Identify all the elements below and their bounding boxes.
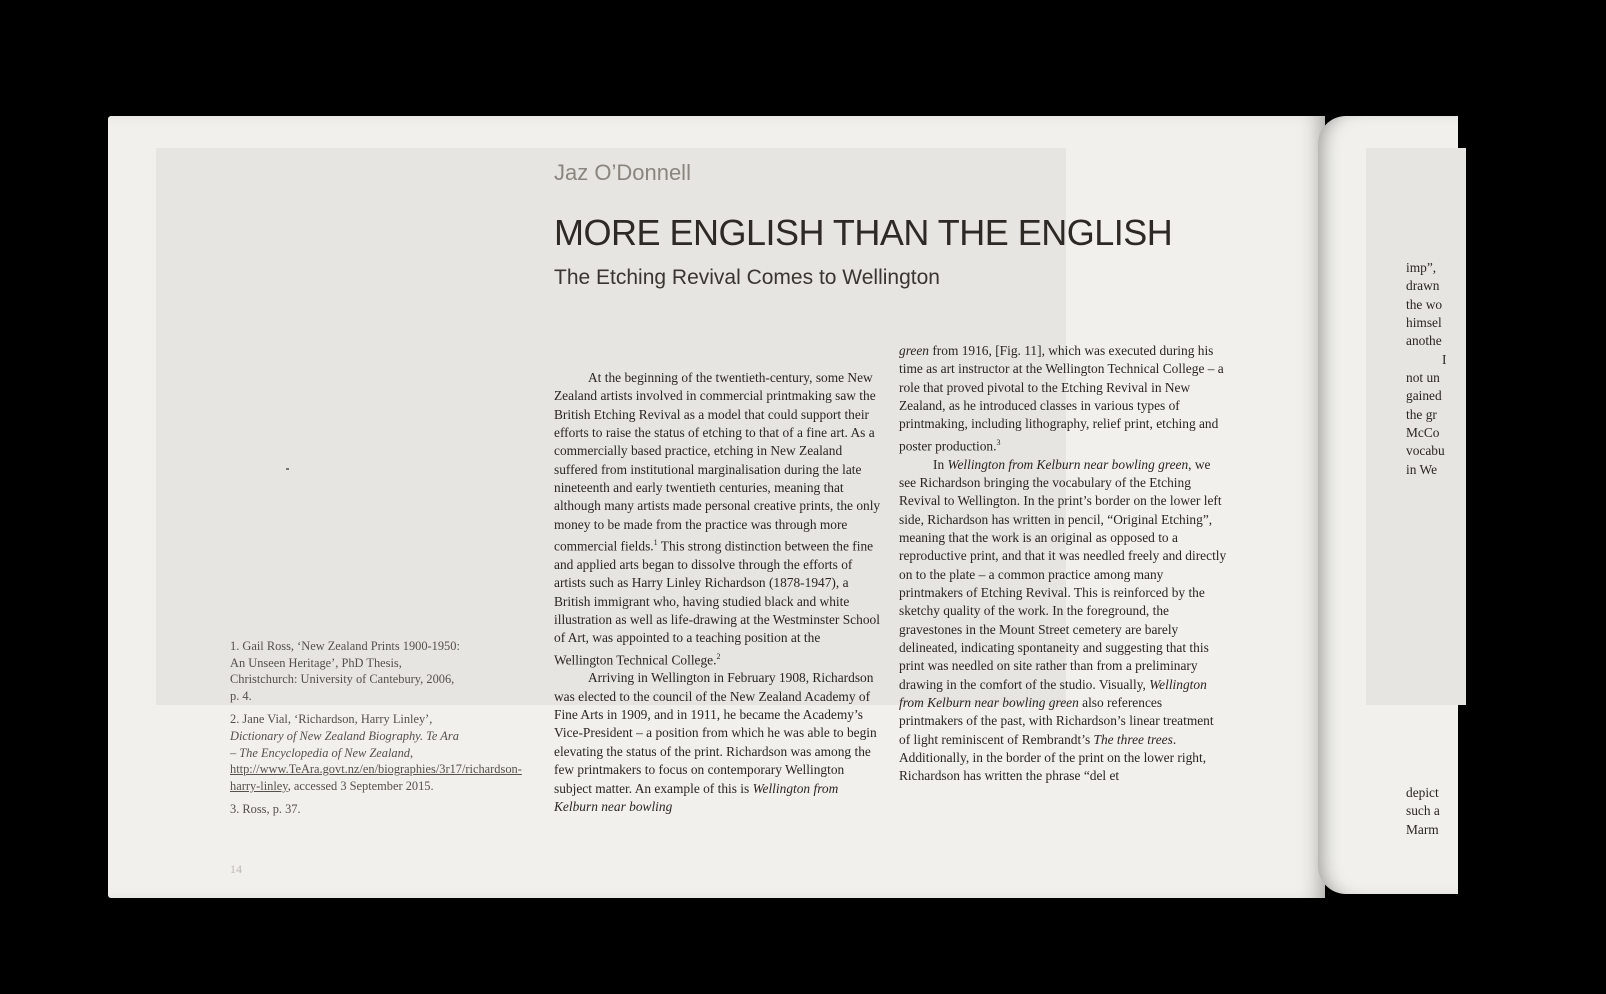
text-line: Marm (1406, 821, 1439, 837)
left-page (108, 116, 1325, 898)
text-line: vocabu (1406, 443, 1445, 459)
text-line: anothe (1406, 333, 1442, 349)
author-name: Jaz O’Donnell (554, 160, 691, 185)
footnotes (230, 638, 522, 825)
paragraph: In Wellington from Kelburn near bowling green, we see Richardson bringing the vocabulary of the Etching Revival to Wellington. In the print’s border on the lower left side, Richardson has written in pencil, “Original Etching”, meaning that the work is an original as opposed to a reproductive print, and that it was needled freely and directly on to the plate – a common practice among many printmakers of Etching Revival. This is reinforced by the sketchy quality of the work. In the foreground, the gravestones in the Mount Street cemetery are barely delineated, indicating spontaneity and suggesting that this print was needled on site rather than from a preliminary drawing in the comfort of the studio. Visually, Wellington from Kelburn near bowling green also references printmakers of the past, with Richardson’s linear treatment of light reminiscent of Rembrandt’s The three trees. Additionally, in the border of the print on the lower right, Richardson has written the phrase “del et (899, 456, 1227, 784)
text-line: gained (1406, 388, 1442, 404)
article-subtitle: The Etching Revival Comes to Wellington (554, 266, 940, 289)
text-line: such a (1406, 803, 1440, 819)
footnote-3: 3. Ross, p. 37. (230, 802, 301, 817)
speck (286, 468, 289, 470)
text-line: not un (1406, 370, 1440, 386)
paragraph: At the beginning of the twentieth-century, some New Zealand artists involved in commercial printmaking saw the British Etching Revival as a model that could support their efforts to raise the status of etching to that of a fine art. As a commercially based practice, etching in New Zealand suffered from institutional marginalisation during the late nineteenth and early twentieth centuries, meaning that although many artists made personal creative prints, the only money to be made from the practice was through more commercial fields.$^1$ This strong distinction between the fine and applied arts began to dissolve through the efforts of artists such as Harry Linley Richardson (1878-1947), a British immigrant who, having studied black and white illustration as well as life-drawing at the Westminster School of Art, was appointed to a teaching position at the Wellington Technical College.$^2$ (554, 370, 881, 668)
text-line: McCo (1406, 425, 1440, 441)
body-column-2 (899, 342, 1227, 786)
paragraph: Arriving in Wellington in February 1908, Richardson was elected to the council of the New Zealand Academy of Fine Arts in 1909, and in 1911, he became the Academy’s Vice-President – a position from which he was able to begin elevating the status of the print. Richardson was among the few printmakers to focus on contemporary Wellington subject matter. An example of this is Wellington from Kelburn near bowling (554, 670, 877, 814)
text-line: the wo (1406, 296, 1443, 312)
text-line: in We (1406, 461, 1438, 477)
article-title: MORE ENGLISH THAN THE ENGLISH (554, 212, 1173, 253)
text-line: the gr (1406, 406, 1437, 422)
footnote-2: 2. Jane Vial, ‘Richardson, Harry Linley’, Dictionary of New Zealand Biography. Te Ara – The Encyclopedia of New Zealand, http://www.TeAra.govt.nz/en/biographies/3r17/richardson-harry-linley, accessed 3 September 2015. (230, 712, 522, 793)
right-page-text (1406, 259, 1606, 839)
text-line: himsel (1406, 315, 1442, 331)
body-column-1 (554, 369, 882, 816)
text-line: depict (1406, 785, 1439, 801)
page-number: 14 (230, 862, 242, 876)
text-line: imp”, (1406, 260, 1437, 275)
right-page (1318, 116, 1458, 894)
paragraph: green from 1916, [Fig. 11], which was executed during his time as art instructor at the Wellington Technical College – a role that proved pivotal to the Etching Revival in New Zealand, as he introduced classes in various types of printmaking, including lithography, relief print, etching and poster production.$^3$ (899, 343, 1224, 454)
footnote-link[interactable]: http://www.TeAra.govt.nz/en/biographies/3r17/richardson-harry-linley (230, 762, 522, 793)
footnote-1: 1. Gail Ross, ‘New Zealand Prints 1900-1950: An Unseen Heritage’, PhD Thesis, Christchurch: University of Cantebury, 2006, p. 4. (230, 639, 460, 703)
text-line: drawn (1406, 278, 1440, 294)
text-line: I (1442, 351, 1447, 367)
